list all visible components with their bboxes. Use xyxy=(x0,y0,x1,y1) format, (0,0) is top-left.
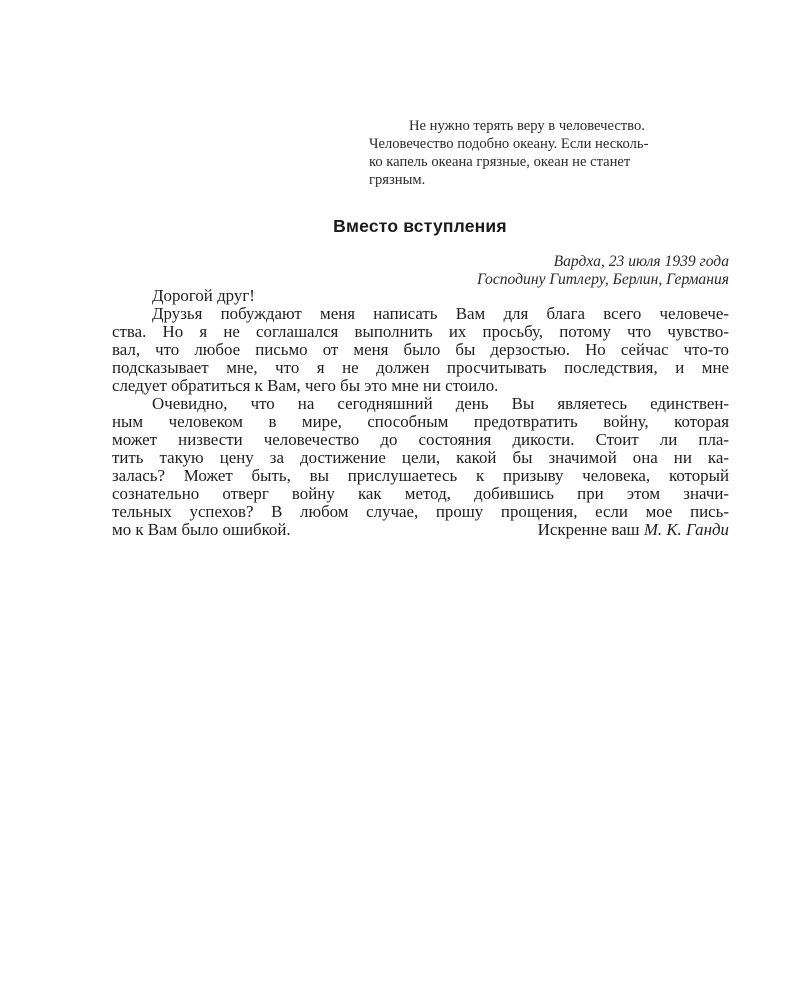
signature-name: М. К. Ганди xyxy=(643,520,729,539)
paragraph-line: вал, что любое письмо от меня было бы дерзостью. Но сейчас что-то xyxy=(112,340,729,359)
paragraph-line: мо к Вам было ошибкой. xyxy=(112,520,291,539)
paragraph-line: следует обратиться к Вам, чего бы это мне ни стоило. xyxy=(112,376,499,395)
paragraph-line: ства. Но я не соглашался выполнить их просьбу, потому что чувство- xyxy=(112,322,729,341)
paragraph-line: ным человеком в мире, способным предотвратить войну, которая xyxy=(112,412,729,431)
epigraph-line: Человечество подобно океану. Если несколь- xyxy=(369,136,649,152)
paragraph-line: подсказывает мне, что я не должен просчитывать последствия, и мне xyxy=(112,358,729,377)
letter-salutation: Дорогой друг! xyxy=(152,286,255,305)
letter-place-date: Вардха, 23 июля 1939 года xyxy=(553,253,729,270)
paragraph-line: залась? Может быть, вы прислушаетесь к призыву человека, который xyxy=(112,466,729,485)
letter-body xyxy=(112,287,729,539)
paragraph-line: Очевидно, что на сегодняшний день Вы являетесь единствен- xyxy=(152,394,729,413)
epigraph-line: Не нужно терять веру в человечество. xyxy=(409,118,645,134)
letter-addressee: Господину Гитлеру, Берлин, Германия xyxy=(476,271,729,288)
paragraph-line: Друзья побуждают меня написать Вам для блага всего человече- xyxy=(152,304,729,323)
paragraph-line: тельных успехов? В любом случае, прошу прощения, если мое пись- xyxy=(112,502,729,521)
epigraph xyxy=(369,117,729,189)
letter-signature xyxy=(369,521,729,539)
signature-closing: Искренне ваш xyxy=(537,520,640,539)
paragraph-line: может низвести человечество до состояния дикости. Стоит ли пла- xyxy=(112,430,729,449)
paragraph-line: тить такую цену за достижение цели, какой бы значимой она ни ка- xyxy=(112,448,729,467)
epigraph-line: ко капель океана грязные, океан не станет xyxy=(369,154,631,170)
letter-dateline xyxy=(369,253,729,289)
paragraph-line: сознательно отверг войну как метод, добившись при этом значи- xyxy=(112,484,729,503)
section-title: Вместо вступления xyxy=(333,216,507,236)
epigraph-line: грязным. xyxy=(369,172,426,188)
